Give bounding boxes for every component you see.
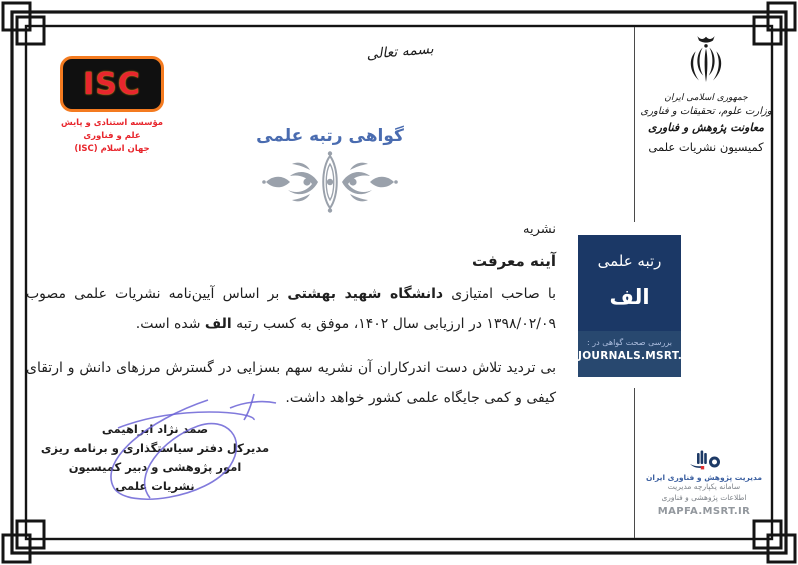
rank-verify-strip xyxy=(578,331,695,377)
isc-acronym: ISC xyxy=(83,66,141,102)
rank-inline: الف xyxy=(204,316,232,332)
ministry-header xyxy=(636,32,776,154)
bismillah-calligraphy: بسمه تعالی xyxy=(365,41,435,63)
university-name: دانشگاه شهید بهشتی xyxy=(287,286,444,302)
signatory-role-line1: مدیرکل دفتر سیاستگذاری و برنامه ریزی xyxy=(40,441,270,455)
isc-caption-line2: جهان اسلام (ISC) xyxy=(74,144,150,155)
certificate-body xyxy=(26,222,556,413)
mapfa-line1: مدیریت پژوهش و فناوری ایران xyxy=(646,473,762,482)
iran-emblem-icon xyxy=(679,32,733,90)
floral-ornament-icon xyxy=(260,150,400,214)
ministry-line4: کمیسیون نشریات علمی xyxy=(648,140,764,154)
closing-paragraph: بی تردید تلاش دست اندرکاران آن نشریه سهم بسزایی در گسترش مرزهای دانش و ارتقای کیفی و کمی جایگاه علمی کشور خواهد داشت. xyxy=(26,360,556,406)
ministry-line1: جمهوری اسلامی ایران xyxy=(664,93,748,103)
signatory-block xyxy=(38,420,272,496)
statement-text: بر اساس آیین‌نامه نشریات علمی مصوب ۱۳۹۸/۰۲/۰۹ در ارزیابی سال ۱۴۰۲، موفق به کسب رتبه xyxy=(26,286,556,332)
mapfa-line2: سامانه یکپارچه مدیریت xyxy=(667,482,741,491)
isc-logo-block xyxy=(52,56,172,157)
journal-name: آینه معرفت xyxy=(471,252,556,270)
signatory-name: صمد نژاد ابراهیمی xyxy=(101,422,209,436)
ministry-line3: معاونت پژوهش و فناوری xyxy=(648,121,764,134)
isc-caption xyxy=(52,117,172,157)
rank-box xyxy=(578,235,695,377)
statement-paragraph xyxy=(26,279,556,339)
isc-caption-line1: مؤسسه استنادی و پایش علم و فناوری xyxy=(60,118,164,142)
mapfa-url: MAPFA.MSRT.IR xyxy=(657,505,751,517)
verify-url: JOURNALS.MSRT.IR xyxy=(578,350,695,362)
ministry-line2: وزارت علوم، تحقیقات و فناوری xyxy=(640,106,772,117)
statement-text: با صاحب امتیازی xyxy=(443,286,557,302)
signatory-role-line3: نشریات علمی xyxy=(115,479,195,493)
rank-box-label: رتبه علمی xyxy=(597,252,662,270)
journal-label: نشریه xyxy=(523,222,556,237)
signatory-role-line2: امور پژوهشی و دبیر کمیسیون xyxy=(68,460,242,474)
isc-logo xyxy=(60,56,164,112)
certificate-title: گواهی رتبه علمی xyxy=(256,126,404,146)
verify-label: بررسی صحت گواهی در : xyxy=(586,338,673,347)
statement-text: شده است. xyxy=(135,316,205,332)
mapfa-block xyxy=(636,448,772,517)
mapfa-line3: اطلاعات پژوهشی و فناوری xyxy=(661,492,747,502)
rank-box-value: الف xyxy=(609,285,650,309)
rank-card xyxy=(566,222,697,388)
mapfa-logo-icon xyxy=(682,448,726,472)
